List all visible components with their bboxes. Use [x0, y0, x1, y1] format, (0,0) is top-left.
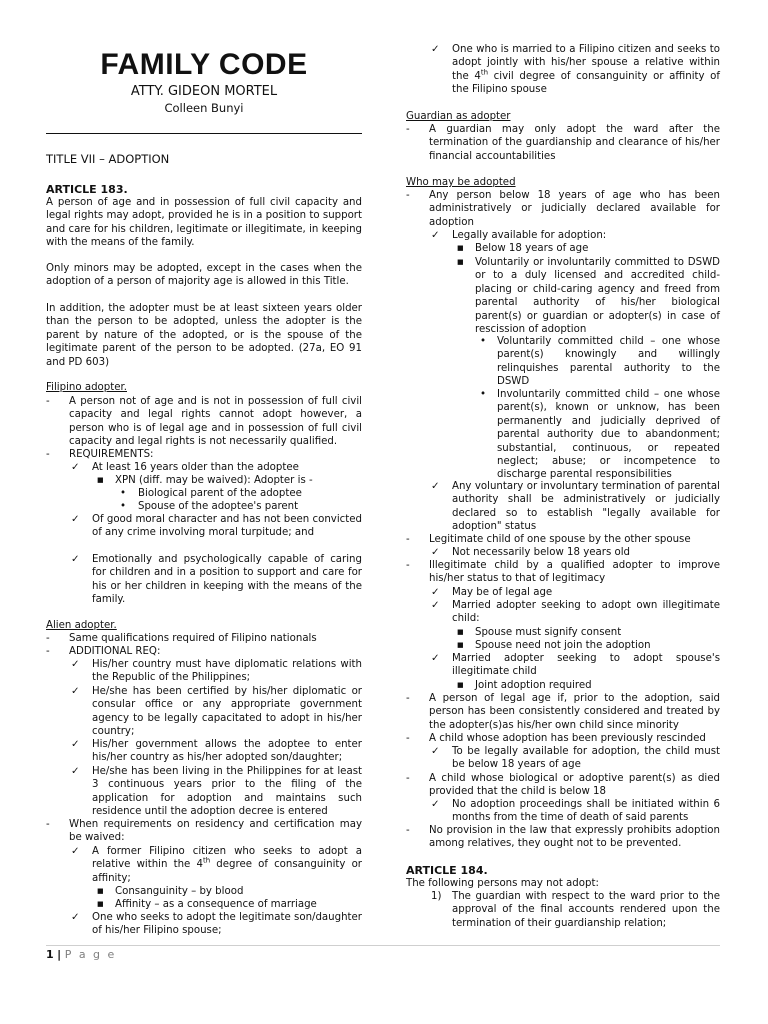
dash-marker: -: [406, 693, 410, 704]
dash-marker: -: [46, 396, 50, 407]
check-icon: ✓: [431, 799, 440, 810]
waiver-1-text-b: degree of consanguinity or affinity;: [92, 859, 362, 884]
square-bullet-icon: ■: [97, 887, 104, 895]
exception-a: Biological parent of the adoptee: [138, 488, 302, 499]
check-icon: ✓: [431, 653, 440, 664]
waiver-label: When requirements on residency and certification may be waived:: [69, 819, 362, 844]
check-icon: ✓: [431, 44, 440, 55]
legitimate-child-note: Not necessarily below 18 years old: [452, 547, 631, 558]
page-word: P a g e: [64, 948, 117, 961]
footer-divider: [46, 945, 720, 946]
spouse-consent: Spouse must signify consent: [475, 627, 622, 638]
square-bullet-icon: ■: [457, 681, 464, 689]
legally-available-label: Legally available for adoption:: [452, 230, 607, 241]
who-may-be-adopted-heading: Who may be adopted: [406, 177, 516, 188]
check-icon: ✓: [71, 554, 80, 565]
page-footer: [46, 948, 116, 962]
section-title: TITLE VII – ADOPTION: [46, 152, 170, 166]
check-icon: ✓: [71, 766, 80, 777]
square-bullet-icon: ■: [97, 476, 104, 484]
requirement-2: Of good moral character and has not been convicted of any crime involving moral turpitude; and: [92, 514, 362, 539]
bullet-icon: •: [120, 501, 127, 512]
waiver-3-text-b: civil degree of consanguinity or affinity of the Filipino spouse: [452, 70, 720, 96]
exception-label: XPN (diff. may be waived): Adopter is -: [115, 475, 313, 486]
bullet-icon: •: [480, 389, 487, 400]
illegitimate-note-3: Married adopter seeking to adopt spouse's illegitimate child: [452, 653, 720, 678]
additional-req-label: ADDITIONAL REQ:: [69, 646, 161, 657]
dash-marker: -: [406, 773, 410, 784]
article-184-intro: The following persons may not adopt:: [406, 878, 599, 889]
header-divider: [46, 133, 362, 134]
dash-marker: -: [46, 646, 50, 657]
check-icon: ✓: [431, 547, 440, 558]
dash-marker: -: [406, 560, 410, 571]
bullet-icon: •: [120, 488, 127, 499]
waiver-1: [92, 845, 362, 885]
waiver-3-text-a: One who is married to a Filipino citizen and seeks to adopt jointly with his/her spouse a relative within the 4: [452, 44, 720, 82]
article-183-heading: ARTICLE 183.: [46, 183, 128, 196]
rescinded-note: To be legally available for adoption, the child must be below 18 years of age: [452, 746, 720, 771]
square-bullet-icon: ■: [457, 628, 464, 636]
spouse-need-not-join: Spouse need not join the adoption: [475, 640, 651, 651]
waiver-1-text-a: A former Filipino citizen who seeks to adopt a relative within the 4: [92, 846, 362, 871]
waiver-1-sup: th: [202, 857, 211, 866]
joint-adoption: Joint adoption required: [475, 680, 592, 691]
alien-req-2: He/she has been certified by his/her diplomatic or consular office or any appropriate government agency to be legally capacitated to adopt in his/her country;: [92, 686, 362, 738]
filipino-adopter-heading: Filipino adopter.: [46, 382, 127, 393]
legitimate-child: Legitimate child of one spouse by the other spouse: [429, 534, 691, 545]
check-icon: ✓: [71, 659, 80, 670]
square-bullet-icon: ■: [97, 900, 104, 908]
no-provision-note: No provision in the law that expressly prohibits adoption among relatives, they ought not to be prevented.: [429, 825, 720, 850]
requirement-1: At least 16 years older than the adoptee: [92, 462, 299, 473]
article-183-paragraph-3: In addition, the adopter must be at least sixteen years older than the person to be adopted, unless the adopter is the parent by nature of the adopted, or is the spouse of the legitimate parent of the person to be adopted. (27a, EO 91 and PD 603): [46, 303, 362, 368]
alien-req-3: His/her government allows the adoptee to enter his/her country as his/her adopted son/daughter;: [92, 739, 362, 764]
dash-marker: -: [406, 124, 410, 135]
illegitimate-note-1: May be of legal age: [452, 587, 553, 598]
alien-req-4: He/she has been living in the Philippines for at least 3 continuous years prior to the filing of the application for adoption and maintains such residence until the adoption decree is entered: [92, 766, 362, 818]
dash-marker: -: [46, 449, 50, 460]
dash-marker: -: [406, 190, 410, 201]
article-184-item-1: The guardian with respect to the ward prior to the approval of the final accounts rendered upon the termination of their guardianship relation;: [452, 891, 720, 929]
deceased-parent-note: No adoption proceedings shall be initiated within 6 months from the time of death of said parents: [452, 799, 720, 824]
item-number: 1): [431, 891, 442, 902]
involuntarily-committed: Involuntarily committed child – one whose parent(s), known or unknow, has been permanently and judicially deprived of parental authority due to abandonment; substantial, continuous, or repeated neglect; abuse; or incompetence to discharge parental responsibilities: [497, 389, 720, 481]
article-183-paragraph-1: A person of age and in possession of full civil capacity and legal rights may adopt, provided he is in a position to support and care for his children, legitimate or illegitimate, in keeping with the means of the family.: [46, 197, 362, 249]
article-183-paragraph-2: Only minors may be adopted, except in the cases when the adoption of a person of majority age is allowed in this Title.: [46, 263, 362, 288]
exception-b: Spouse of the adoptee's parent: [138, 501, 299, 512]
affinity-def: Affinity – as a consequence of marriage: [115, 899, 317, 910]
waiver-3: [452, 43, 720, 97]
page-number: 1: [46, 948, 54, 961]
author-name: ATTY. GIDEON MORTEL: [130, 84, 278, 99]
compiler-name: Colleen Bunyi: [164, 101, 244, 115]
check-icon: ✓: [431, 230, 440, 241]
person-legal-age: A person of legal age if, prior to the adoption, said person has been consistently considered and treated by the adopter(s)as his/her own child since minority: [429, 693, 720, 731]
check-icon: ✓: [71, 912, 80, 923]
check-icon: ✓: [431, 600, 440, 611]
page-separator: |: [57, 948, 62, 961]
dash-marker: -: [406, 534, 410, 545]
illegitimate-child: Illegitimate child by a qualified adopter to improve his/her status to that of legitimacy: [429, 560, 720, 585]
square-bullet-icon: ■: [457, 258, 464, 266]
illegitimate-note-2: Married adopter seeking to adopt own illegitimate child:: [452, 600, 720, 625]
termination-note: Any voluntary or involuntary termination of parental authority shall be administratively or judicially declared so to establish "legally available for adoption" status: [452, 481, 720, 533]
dash-marker: -: [46, 819, 50, 830]
below-18: Below 18 years of age: [475, 243, 589, 254]
square-bullet-icon: ■: [457, 244, 464, 252]
guardian-note: A guardian may only adopt the ward after the termination of the guardianship and clearance of his/her financial accountabilities: [429, 124, 720, 162]
requirements-label: REQUIREMENTS:: [69, 449, 154, 460]
document-title: FAMILY CODE: [100, 48, 308, 81]
who-note-1: Any person below 18 years of age who has been administratively or judicially declared available for adoption: [429, 190, 720, 228]
dash-marker: -: [46, 633, 50, 644]
dash-marker: -: [406, 733, 410, 744]
check-icon: ✓: [71, 462, 80, 473]
rescinded-child: A child whose adoption has been previously rescinded: [429, 733, 706, 744]
check-icon: ✓: [431, 481, 440, 492]
consanguinity-def: Consanguinity – by blood: [115, 886, 244, 897]
check-icon: ✓: [431, 587, 440, 598]
requirement-3: Emotionally and psychologically capable of caring for children and in a position to support and care for his or her children in keeping with the means of the family.: [92, 554, 362, 606]
square-bullet-icon: ■: [457, 641, 464, 649]
check-icon: ✓: [431, 746, 440, 757]
guardian-heading: Guardian as adopter: [406, 111, 511, 122]
alien-req-1: His/her country must have diplomatic relations with the Republic of the Philippines;: [92, 659, 362, 684]
dash-marker: -: [406, 825, 410, 836]
committed-note: Voluntarily or involuntarily committed to DSWD or to a duly licensed and accredited child-placing or child-caring agency and freed from parental authority of his/her biological parent(s) or guardian or adopter(s) in case of rescission of adoption: [475, 257, 720, 336]
check-icon: ✓: [71, 686, 80, 697]
alien-note: Same qualifications required of Filipino nationals: [69, 633, 317, 644]
waiver-2: One who seeks to adopt the legitimate son/daughter of his/her Filipino spouse;: [92, 912, 362, 937]
bullet-icon: •: [480, 336, 487, 347]
check-icon: ✓: [71, 846, 80, 857]
waiver-3-sup: th: [480, 68, 489, 77]
alien-adopter-heading: Alien adopter.: [46, 620, 117, 631]
voluntarily-committed: Voluntarily committed child – one whose parent(s) knowingly and willingly relinquishes parental authority to the DSWD: [497, 336, 720, 388]
check-icon: ✓: [71, 514, 80, 525]
article-184-heading: ARTICLE 184.: [406, 864, 488, 877]
filipino-adopter-note: A person not of age and is not in possession of full civil capacity and legal rights cannot adopt however, a person who is of legal age and in possession of full civil capacity and legal rights is not necessarily qualified.: [69, 396, 362, 448]
deceased-parent-child: A child whose biological or adoptive parent(s) as died provided that the child is below 18: [429, 773, 720, 798]
check-icon: ✓: [71, 739, 80, 750]
